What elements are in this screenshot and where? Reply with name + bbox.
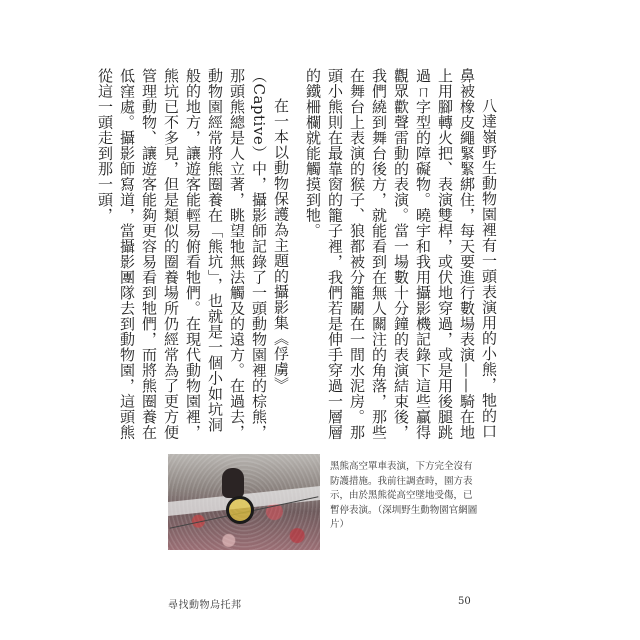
paragraph-1: 八達嶺野生動物園裡有一頭表演用的小熊，牠的口鼻被橡皮繩緊緊綁住，每天要進行數場表演——騎在地上用腳轉火把、表演雙桿，或伏地穿過，或是用後腿跳過ㄇ字型的障礙物。曉宇和我用攝影機記錄下這些贏得觀眾歡聲雷動的表演。當一場數十分鐘的表演結束後，我們繞到舞台後方，就能看到在無人關注的角落，那些在舞台上表演的猴子、狼都被分籠關在一間水泥房。那頭小熊則在最靠窗的籠子裡，我們若是伸手穿過一層層的鐵柵欄就能觸摸到牠。 — [304, 68, 498, 440]
body-text — [96, 68, 500, 443]
bicycle-wheel — [226, 496, 254, 524]
running-footer-title: 尋找動物烏托邦 — [168, 600, 242, 611]
photo-caption: 黑熊高空單車表演，下方完全沒有防護措施。我前往調查時，園方表示，由於黑熊從高空墜地受傷，已暫停表演。（深圳野生動物園官網圖片） — [330, 461, 478, 530]
black-bear-figure — [222, 468, 244, 498]
page-number: 50 — [458, 596, 471, 607]
bear-cycling-photo — [168, 454, 320, 550]
paragraph-2: 在一本以動物保護為主題的攝影集《俘虜》（Captive）中，攝影師記錄了一頭動物園裡的棕熊，那頭熊總是人立著，眺望牠無法觸及的遠方。在過去，動物園經常將熊圈養在「熊坑」，也就是一個小如坑洞般的地方，讓遊客能輕易俯看牠們。在現代動物園裡，熊坑已不多見，但是類似的圈養場所仍經常為了更方便管理動物、讓遊客能夠更容易看到牠們，而將熊圈養在低窪處。攝影師寫道，當攝影團隊去到動物園，這頭熊從這一頭走到那一頭， — [96, 68, 290, 440]
